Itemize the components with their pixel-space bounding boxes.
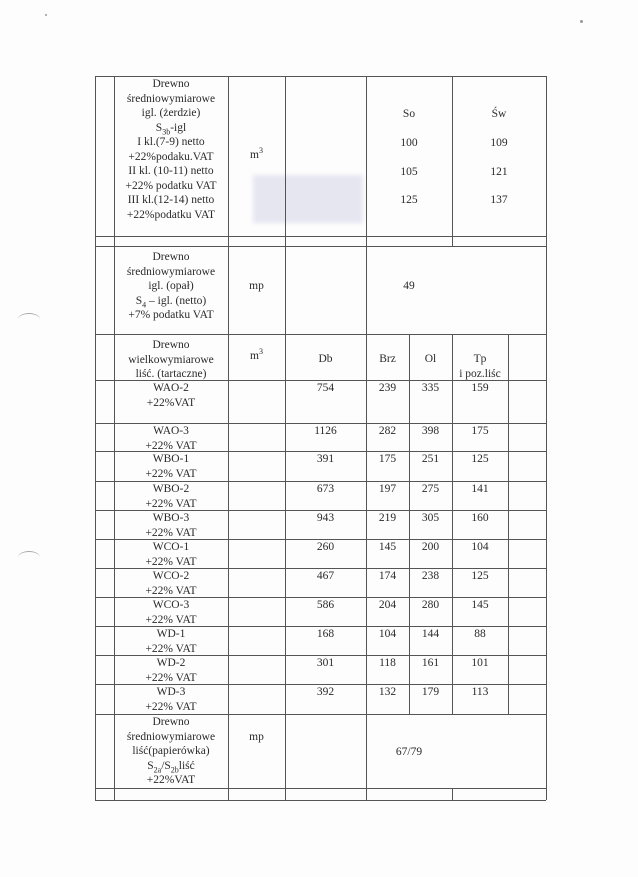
grade-code: WCO-1: [152, 541, 190, 553]
grid-line-vertical: [95, 76, 96, 800]
s3-col-ol: Ol: [424, 353, 437, 365]
grade-label: [114, 656, 228, 685]
grade-vat: +22% VAT: [145, 642, 197, 655]
s3-col-brz: Brz: [379, 353, 396, 365]
price-cell-ol: 275: [421, 483, 440, 495]
price-cell-db: 754: [316, 382, 335, 394]
s1-sw-value: 137: [490, 194, 508, 206]
s3-name-line: liść. (tartaczne): [135, 368, 207, 380]
grade-code: WBO-3: [152, 512, 190, 524]
s4-name-code: $S_{2a}/S_{2b}liść$: [147, 759, 195, 774]
price-cell-tp: 104: [471, 541, 489, 553]
s1-unit: $m^3$: [250, 146, 263, 161]
s1-name-line: +22%podaku.VAT: [128, 150, 214, 163]
s3-col-tp-line: i poz.liśc: [459, 367, 501, 380]
s3-col-tp: [452, 352, 508, 381]
grade-label: [114, 685, 228, 714]
price-cell-db: 301: [316, 657, 335, 669]
grid-line-horizontal: [95, 236, 546, 237]
s3-name-line: Drewno: [152, 339, 190, 351]
s2-name-line: igl. (opał): [148, 280, 194, 292]
grade-vat: +22% VAT: [145, 613, 197, 626]
price-cell-ol: 161: [421, 657, 440, 669]
grade-code: WD-1: [156, 628, 186, 640]
s1-name-line: średniowymiarowe: [126, 92, 216, 105]
price-cell-db: 392: [316, 686, 335, 698]
price-cell-db: 1126: [314, 425, 337, 437]
grade-vat: +22% VAT: [145, 526, 197, 539]
price-cell-ol: 398: [421, 425, 440, 437]
price-cell-tp: 88: [474, 628, 486, 640]
grid-line-vertical: [508, 334, 509, 714]
grid-line-horizontal: [95, 246, 546, 247]
price-cell-brz: 175: [378, 453, 397, 465]
s1-so-value: 125: [400, 194, 418, 206]
grade-code: WAO-2: [153, 382, 189, 394]
s1-sw-value: 121: [490, 166, 508, 178]
grade-label: [114, 482, 228, 511]
scan-speck: [45, 14, 47, 16]
grade-code: WD-2: [156, 657, 186, 669]
price-cell-tp: 101: [471, 657, 489, 669]
scan-speck: [580, 20, 583, 23]
grade-code: WAO-3: [153, 425, 189, 437]
price-cell-db: 673: [316, 483, 335, 495]
s3-wood-description: [114, 338, 228, 382]
s4-name-line: Drewno: [152, 716, 190, 728]
s1-name-line: I kl.(7-9) netto: [137, 136, 205, 148]
grade-code: WBO-1: [152, 453, 190, 465]
grade-vat: +22% VAT: [145, 467, 197, 480]
s1-name-line: Drewno: [152, 78, 190, 90]
price-cell-brz: 204: [378, 599, 397, 611]
grid-line-vertical: [546, 76, 547, 800]
price-cell-ol: 238: [421, 570, 440, 582]
grade-code: WBO-2: [152, 483, 190, 495]
grade-label: [114, 424, 228, 453]
grid-line-horizontal: [95, 334, 546, 335]
price-cell-brz: 197: [378, 483, 397, 495]
s2-value: 49: [403, 280, 415, 292]
s4-wood-description: [114, 715, 228, 788]
grade-vat: +22% VAT: [145, 584, 197, 597]
grid-line-horizontal: [95, 788, 546, 789]
s1-wood-description: [114, 77, 228, 222]
price-cell-db: 168: [316, 628, 335, 640]
grade-label: [114, 452, 228, 481]
grid-line-vertical: [452, 236, 453, 246]
price-cell-tp: 113: [471, 686, 489, 698]
grade-vat: +22% VAT: [145, 439, 197, 452]
price-cell-ol: 280: [421, 599, 440, 611]
price-cell-tp: 175: [471, 425, 489, 437]
s3-unit: $m^3$: [250, 347, 263, 362]
grade-label: [114, 569, 228, 598]
price-cell-ol: 335: [421, 382, 440, 394]
price-cell-brz: 282: [378, 425, 397, 437]
s1-col-sw: Św: [491, 108, 507, 120]
price-cell-db: 260: [316, 541, 335, 553]
price-cell-tp: 145: [471, 599, 489, 611]
s2-unit: mp: [249, 280, 264, 292]
grade-code: WCO-3: [152, 599, 190, 611]
grade-label: [114, 381, 228, 410]
grid-line-horizontal: [95, 800, 546, 801]
grade-vat: +22%VAT: [146, 396, 196, 409]
s4-name-line: średniowymiarowe: [126, 730, 216, 743]
s1-col-so: So: [402, 108, 416, 120]
s2-name-line: średniowymiarowe: [126, 265, 216, 278]
s4-name-line: liść(papierówka): [132, 745, 210, 757]
price-cell-brz: 219: [378, 512, 397, 524]
grade-label: [114, 627, 228, 656]
price-cell-tp: 141: [471, 483, 489, 495]
grade-code: WCO-2: [152, 570, 190, 582]
price-cell-brz: 118: [379, 657, 396, 669]
grade-label: [114, 598, 228, 627]
s1-name-line: igl. (żerdzie): [141, 107, 201, 119]
grade-label: [114, 540, 228, 569]
price-cell-brz: 239: [378, 382, 397, 394]
price-cell-ol: 251: [421, 453, 440, 465]
s1-name-line: +22%podatku VAT: [126, 208, 216, 221]
grade-vat: +22% VAT: [145, 671, 197, 684]
price-cell-brz: 174: [378, 570, 397, 582]
price-cell-db: 467: [316, 570, 335, 582]
punch-hole-mark: [18, 313, 40, 326]
s2-name-code: $S_4$ – igl. (netto): [135, 294, 207, 309]
s1-name-line: II kl. (10-11) netto: [128, 165, 214, 177]
price-cell-brz: 132: [378, 686, 397, 698]
grade-vat: +22% VAT: [145, 555, 197, 568]
price-cell-ol: 305: [421, 512, 440, 524]
grade-code: WD-3: [156, 686, 186, 698]
price-cell-tp: 125: [471, 453, 489, 465]
price-cell-ol: 179: [421, 686, 440, 698]
price-cell-tp: 125: [471, 570, 489, 582]
s2-name-line: +7% podatku VAT: [128, 309, 214, 321]
s3-col-db: Db: [318, 353, 333, 365]
price-cell-brz: 104: [378, 628, 397, 640]
s3-col-tp-line: Tp: [473, 353, 487, 365]
grid-line-vertical: [452, 76, 453, 236]
grade-vat: +22% VAT: [145, 700, 197, 713]
grid-line-vertical: [452, 788, 453, 800]
price-cell-db: 391: [316, 453, 335, 465]
s2-wood-description: [114, 250, 228, 323]
price-cell-ol: 144: [421, 628, 440, 640]
s4-unit: mp: [249, 731, 264, 743]
price-cell-tp: 159: [471, 382, 489, 394]
price-cell-db: 586: [316, 599, 335, 611]
scan-stain: [253, 175, 363, 223]
s2-name-line: Drewno: [152, 251, 190, 263]
s1-name-code: $S_{3b}$-igl: [155, 121, 187, 136]
grade-vat: +22% VAT: [145, 497, 197, 510]
punch-hole-mark: [18, 551, 40, 564]
price-cell-brz: 145: [378, 541, 397, 553]
s3-name-line: wielkowymiarowe: [128, 353, 214, 366]
grid-line-vertical: [228, 76, 229, 800]
s1-name-line: +22% podatku VAT: [125, 179, 217, 192]
s1-sw-value: 109: [490, 137, 508, 149]
s1-so-value: 100: [400, 137, 418, 149]
s4-value: 67/79: [395, 746, 423, 758]
grade-label: [114, 511, 228, 540]
price-cell-ol: 200: [421, 541, 440, 553]
s4-name-line: +22%VAT: [146, 774, 196, 786]
price-cell-tp: 160: [471, 512, 489, 524]
price-cell-db: 943: [316, 512, 335, 524]
s1-so-value: 105: [400, 166, 418, 178]
s1-name-line: III kl.(12-14) netto: [127, 194, 215, 206]
